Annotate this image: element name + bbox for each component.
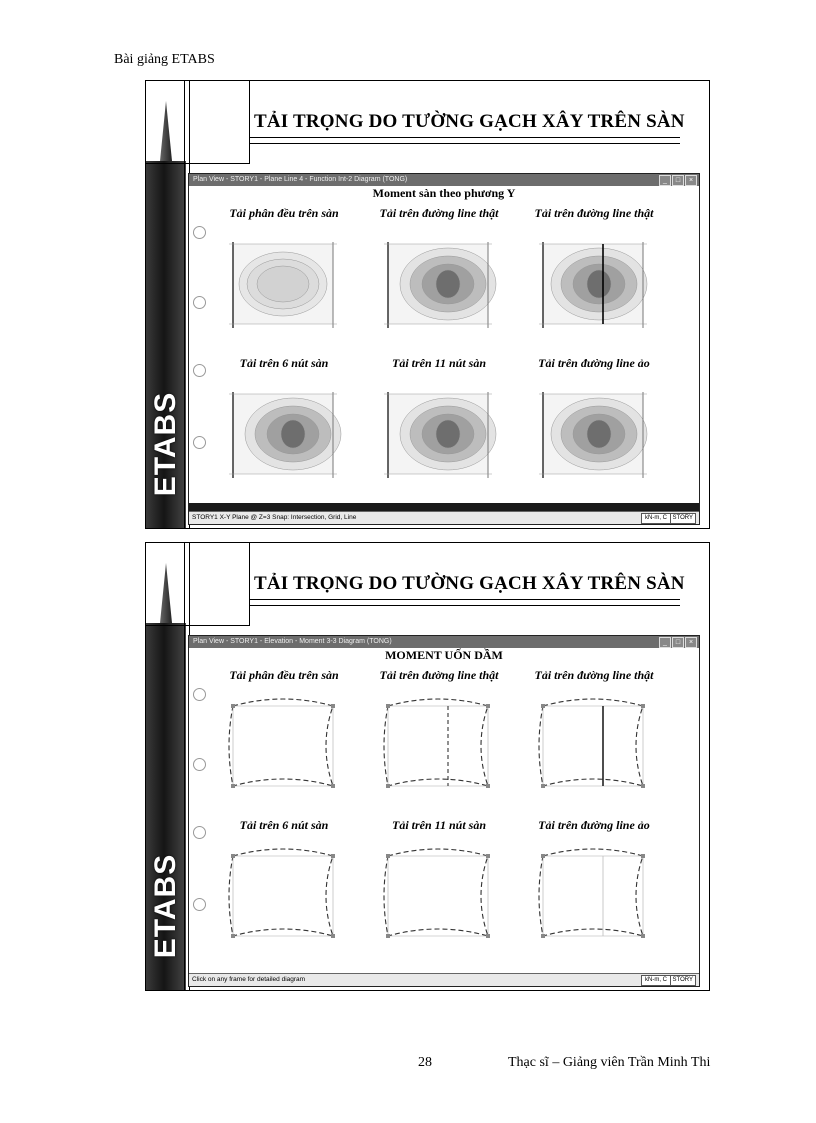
diagram-plot <box>374 686 502 806</box>
diagram-plot <box>529 836 657 956</box>
grid-bubble-icon <box>193 826 206 839</box>
maximize-icon[interactable]: □ <box>672 175 684 186</box>
diagram-panel <box>519 356 669 496</box>
diagram-panel <box>209 668 359 808</box>
panel-label: Tải trên đường line ảo <box>538 818 650 832</box>
status-text: Click on any frame for detailed diagram <box>192 976 306 983</box>
divider <box>184 543 185 990</box>
title-rule <box>250 599 680 600</box>
etabs-window <box>188 173 700 525</box>
diagram-plot <box>219 224 347 344</box>
grid-bubble-icon <box>193 226 206 239</box>
diagram-plot <box>529 374 657 494</box>
title-rule <box>250 137 680 138</box>
grid-bubble-icon <box>193 296 206 309</box>
window-title: Plan View - STORY1 - Elevation - Moment 3-3 Diagram (TONG) <box>193 638 392 645</box>
maximize-icon[interactable]: □ <box>672 637 684 648</box>
diagram-plot <box>374 836 502 956</box>
diagram-panel <box>519 668 669 808</box>
footer-author: Thạc sĩ – Giảng viên Trần Minh Thi <box>508 1055 711 1070</box>
minimize-icon[interactable]: _ <box>659 637 671 648</box>
grid-bubble-icon <box>193 364 206 377</box>
document-header: Bài giảng ETABS <box>114 52 215 67</box>
grid-bubble-icon <box>193 436 206 449</box>
slide-title: TẢI TRỌNG DO TƯỜNG GẠCH XÂY TRÊN SÀN <box>254 573 685 594</box>
slide-2 <box>145 542 710 991</box>
panel-label: Tải trên đường line thật <box>534 668 654 682</box>
page-number: 28 <box>418 1055 432 1070</box>
title-box <box>146 543 250 626</box>
tower-graphic <box>146 161 186 528</box>
grid-bubble-icon <box>193 898 206 911</box>
panel-label: Tải trên 11 nút sàn <box>391 356 487 370</box>
color-scale-bar <box>189 503 699 511</box>
panel-label: Tải trên đường line ảo <box>538 356 650 370</box>
diagram-plot <box>374 224 502 344</box>
window-titlebar <box>189 174 699 186</box>
diagram-plot <box>529 686 657 806</box>
diagram-plot <box>374 374 502 494</box>
status-bar <box>189 973 699 986</box>
diagram-heading: MOMENT UỐN DẦM <box>385 648 503 662</box>
minimize-icon[interactable]: _ <box>659 175 671 186</box>
units-dropdown[interactable]: kN-m, C <box>641 975 671 986</box>
diagram-panel <box>519 818 669 958</box>
grid-bubble-icon <box>193 758 206 771</box>
diagram-heading: Moment sàn theo phương Y <box>372 186 516 200</box>
diagram-plot <box>219 374 347 494</box>
etabs-window <box>188 635 700 987</box>
window-title: Plan View - STORY1 - Plane Line 4 - Function Int-2 Diagram (TONG) <box>193 176 408 183</box>
units-dropdown[interactable]: kN-m, C <box>641 513 671 524</box>
tower-graphic <box>146 623 186 990</box>
close-icon[interactable]: × <box>685 637 697 648</box>
grid-bubble-icon <box>193 688 206 701</box>
etabs-side-label: ETABS <box>149 391 183 497</box>
diagram-panel <box>364 818 514 958</box>
close-icon[interactable]: × <box>685 175 697 186</box>
slide-1 <box>145 80 710 529</box>
panel-label: Tải trên 6 nút sàn <box>239 356 329 370</box>
diagram-plot <box>219 686 347 806</box>
diagram-panel <box>209 818 359 958</box>
panel-label: Tải phân đều trên sàn <box>229 668 339 682</box>
slide-title: TẢI TRỌNG DO TƯỜNG GẠCH XÂY TRÊN SÀN <box>254 111 685 132</box>
divider <box>184 81 185 528</box>
title-rule <box>250 143 680 144</box>
diagram-panel <box>364 206 514 346</box>
diagram-panel <box>209 356 359 496</box>
status-bar <box>189 511 699 524</box>
title-box <box>146 81 250 164</box>
diagram-plot <box>529 224 657 344</box>
status-text: STORY1 X-Y Plane @ Z=3 Snap: Intersection, Grid, Line <box>192 514 357 521</box>
diagram-panel <box>519 206 669 346</box>
diagram-panel <box>209 206 359 346</box>
panel-label: Tải trên 11 nút sàn <box>391 818 487 832</box>
title-rule <box>250 605 680 606</box>
panel-label: Tải trên đường line thật <box>379 206 499 220</box>
panel-label: Tải phân đều trên sàn <box>229 206 339 220</box>
panel-label: Tải trên đường line thật <box>379 668 499 682</box>
diagram-plot <box>219 836 347 956</box>
diagram-panel <box>364 668 514 808</box>
story-dropdown[interactable]: STORY <box>670 975 696 986</box>
story-dropdown[interactable]: STORY <box>670 513 696 524</box>
panel-label: Tải trên đường line thật <box>534 206 654 220</box>
etabs-side-label: ETABS <box>149 853 183 959</box>
panel-label: Tải trên 6 nút sàn <box>239 818 329 832</box>
window-titlebar <box>189 636 699 648</box>
diagram-panel <box>364 356 514 496</box>
